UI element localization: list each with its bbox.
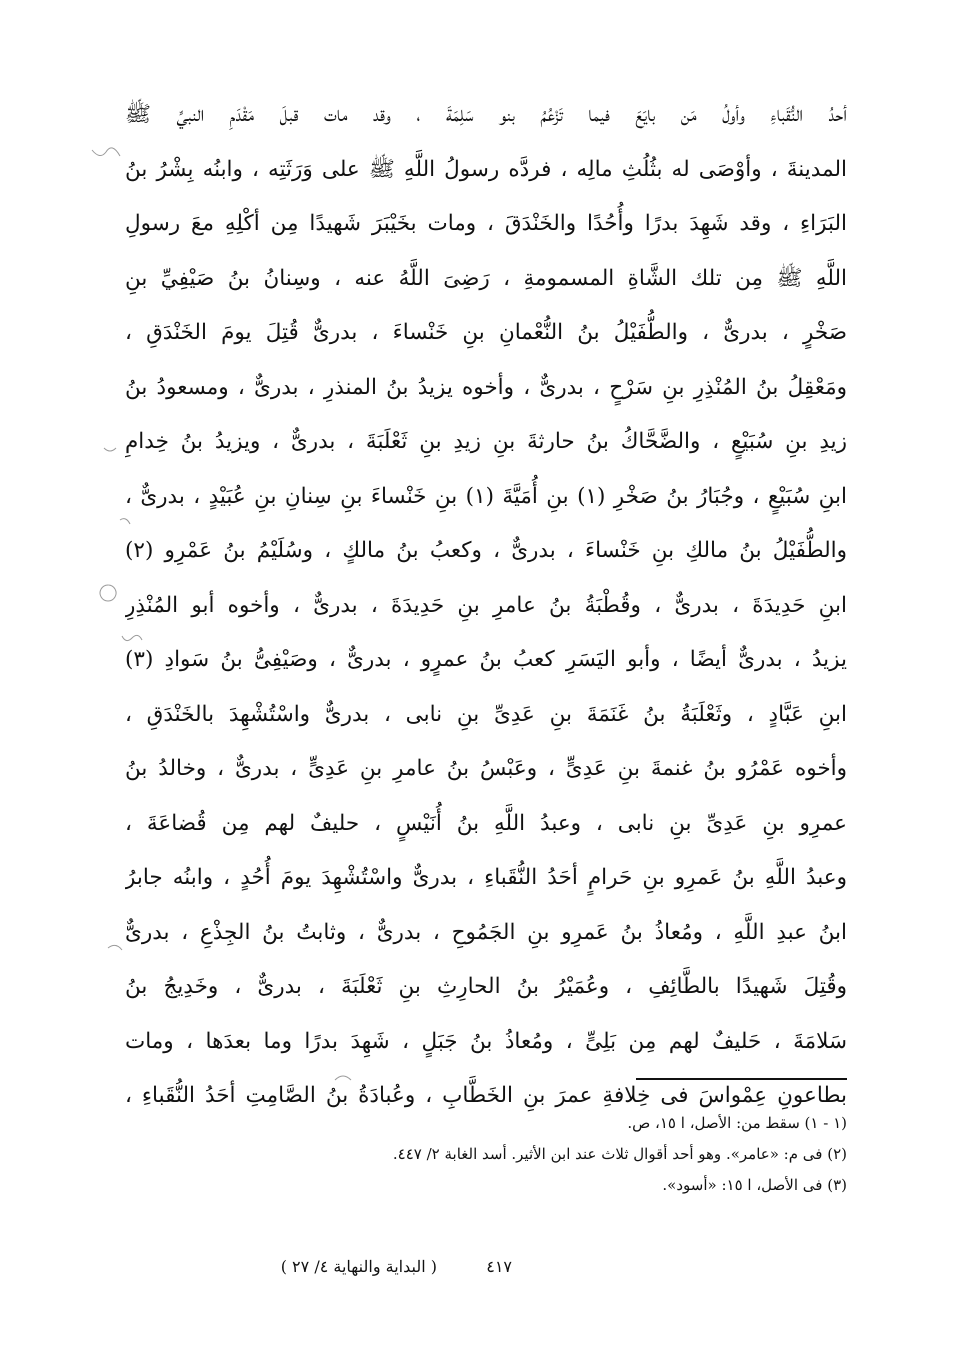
text-line: يزيدُ ، بدرىٌّ أيضًا ، وأبو اليَسَرِ كعبُ بنُ عمرٍو ، بدرىٌّ ، وصَيْفِىُّ بنُ سَوادِ (٣) <box>125 647 847 672</box>
text-line: وقُتِلَ شَهيدًا بالطَّائِفِ ، وعُمَيْرُ بنُ الحارِثِ بنِ ثَعْلَبَةَ ، بدرىٌّ ، وخَدِيجُ بنُ <box>125 974 847 999</box>
text-line: ابنِ حَدِيدَةَ ، بدرىٌّ ، وقُطْبَةُ بنُ عامرِ بنِ حَدِيدَةَ ، بدرىٌّ ، وأخوه أبو المُنْذِرِ <box>125 592 847 618</box>
footnote-separator <box>636 1078 847 1080</box>
text-line: ومَعْقِلُ بنُ المُنْذِرِ بنِ سَرْحٍ ، بدرىٌّ ، وأخوه يزيدُ بنُ المنذرِ ، بدرىٌّ ، ومسعودُ بنُ <box>125 374 847 400</box>
volume-reference: ( البداية والنهاية ٤/ ٢٧ ) <box>280 1257 437 1276</box>
page-footer <box>125 1252 847 1282</box>
text-line: البَرَاءِ ، وقد شَهِدَ بدرًا وأُحُدًا والخَنْدَقَ ، ومات بخَيْبَرَ شَهيدًا مِن أكْلِهِ معَ رسولِ <box>125 211 847 236</box>
text-line: ابنُ عبدِ اللَّهِ ، ومُعاذُ بنُ عَمرِو بنِ الجَمُوحِ ، بدرىٌّ ، وثابتُ بنُ الجِذْعِ ، بدرىٌّ <box>125 919 847 945</box>
text-line: اللَّهِ ﷺ مِن تلك الشَّاةِ المسمومةِ ، رَضِىَ اللَّهُ عنه ، وسِنانُ بنُ صَيْفِيِّ بنِ <box>125 265 847 291</box>
text-line: صَخْرٍ ، بدرىٌّ ، والطُّفَيْلُ بنُ النُّعْمانِ بنِ خَنْساءَ ، بدرىٌّ قُتِلَ يومَ الخَنْدَقِ ، <box>125 320 847 345</box>
text-line: ابنِ عَبَّادٍ ، وثَعْلَبَةُ بنُ غَنَمَةَ بنِ عَدِىِّ بنِ نابى ، بدرىٌّ واسْتُشْهِدَ بالخَنْدَقِ ، <box>125 701 847 727</box>
text-line: المدينةَ ، وأوْصَى له بثُلُثِ مالِه ، فردَّه رسولُ اللَّهِ ﷺ على وَرَثَتِه ، وابنُه بِشْرُ بنُ <box>125 156 847 182</box>
footnotes <box>125 1108 847 1201</box>
text-line: والطُّفَيْلُ بنُ مالكِ بنِ خَنْساءَ ، بدرىٌّ ، وكعبُ بنُ مالكٍ ، وسُلَيْمُ بنُ عَمْرِو (٢) <box>125 538 847 563</box>
main-text-block <box>125 88 847 1124</box>
text-line: وعبدُ اللَّهِ بنُ عَمرِو بنِ حَرامٍ أحَدُ النُّقَباءِ ، بدرىٌّ واسْتُشْهِدَ يومَ أُحُدٍ ، وابنُه جابرُ <box>125 865 847 890</box>
text-line: بطاعونِ عِمْواسَ فى خِلافةِ عمرَ بنِ الخَطَّابِ ، وعُبادَةُ بنُ الصَّامِتِ أحَدُ النُّقَباءِ ، <box>125 1083 847 1108</box>
text-line: ابنِ سُبَيْعٍ ، وجُبَارُ بنُ صَخْرِ (١) بنِ أُمَيَّةَ (١) بنِ خَنْساءَ بنِ سِنانِ بنِ عُبَيْدٍ ، بدرىٌّ ، <box>125 483 847 509</box>
page-number: ٤١٧ <box>486 1257 512 1276</box>
footnote: (٢) فى م: «عامر». وهو أحد أقوال ثلاث عند ابن الأثير. أسد الغابة ٢/ ٤٤٧. <box>392 1145 847 1163</box>
footnote: (٣) فى الأصل، ا ١٥: «أسود». <box>662 1176 847 1194</box>
text-line: عمرِو بنِ عَدِىِّ بنِ نابى ، وعبدُ اللَّهِ بنُ أُنَيْسٍ ، حليفٌ لهم مِن قُضاعَةَ ، <box>125 810 847 836</box>
text-line: سَلامَةَ ، حَليفٌ لهم مِن بَلِىٍّ ، ومُعاذُ بنُ جَبَلٍ ، شَهِدَ بدرًا وما بعدَها ، ومات <box>125 1028 847 1054</box>
text-line: وأخوه عَمْرُو بنُ غنمةَ بنِ عَدِىٍّ ، وعَبْسُ بنُ عامرِ بنِ عَدِىٍّ ، بدرىٌّ ، وخالدُ بنُ <box>125 756 847 781</box>
text-line: زيدِ بنِ سُبَيْعٍ ، والضَّحَّاكُ بنُ حارثةَ بنِ زيدِ بنِ ثَعْلَبَةَ ، بدرىٌّ ، ويزيدُ بنُ خِدامِ <box>125 429 847 454</box>
footnote: (١ - ١) سقط من: الأصل، ا ١٥، ص. <box>627 1114 847 1132</box>
text-line: أحدُ النُّقَباءِ وأولُ مَن بايَعَ فيما تَزْعُمُ بنو سَلِمَةَ ، وقد مات قبلَ مَقْدَمِ النبيِّ ﷺ <box>125 102 847 127</box>
